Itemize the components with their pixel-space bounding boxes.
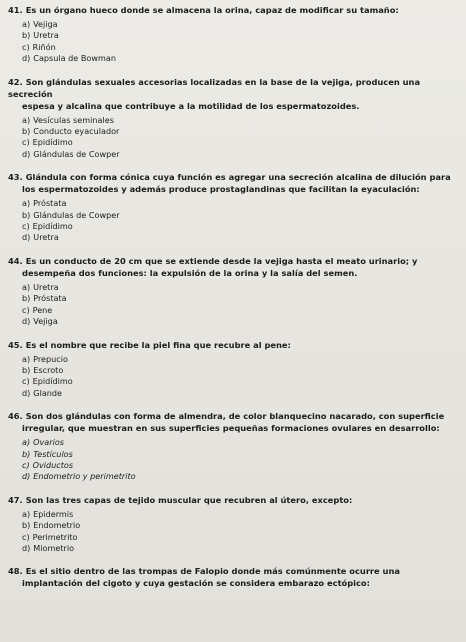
option-letter: b) xyxy=(22,448,31,459)
option-letter: a) xyxy=(22,114,31,125)
question-text xyxy=(8,76,460,112)
option-text: Escroto xyxy=(33,364,64,375)
option-text: Glándulas de Cowper xyxy=(33,209,120,220)
option-letter: d) xyxy=(22,148,31,159)
option-d[interactable] xyxy=(8,388,460,399)
question-number: 43. xyxy=(8,172,23,183)
option-text: Glándulas de Cowper xyxy=(33,148,120,159)
option-a[interactable] xyxy=(8,354,460,365)
option-letter: b) xyxy=(22,293,31,304)
option-text: Vejiga xyxy=(33,19,58,29)
option-d[interactable] xyxy=(8,316,460,327)
option-c[interactable] xyxy=(8,460,460,471)
question-line: Es el nombre que recibe la piel fina que recubre al pene: xyxy=(25,339,291,350)
option-text: Riñón xyxy=(32,41,56,52)
option-letter: a) xyxy=(22,353,31,364)
question-line: espesa y alcalina que contribuye a la motilidad de los espermatozoides. xyxy=(22,100,360,111)
question-text xyxy=(8,4,460,16)
option-text: Capsula de Bowman xyxy=(33,53,116,64)
option-text: Vesículas seminales xyxy=(33,114,114,125)
option-letter: a) xyxy=(22,281,31,292)
option-text: Próstata xyxy=(33,293,67,304)
option-letter: b) xyxy=(22,520,31,531)
question-number: 42. xyxy=(8,76,23,87)
question-text xyxy=(8,410,460,434)
option-a[interactable] xyxy=(8,198,460,209)
option-b[interactable] xyxy=(8,126,460,137)
option-b[interactable] xyxy=(8,210,460,221)
option-text: Prepucio xyxy=(33,353,68,364)
option-text: Testículos xyxy=(33,448,73,459)
option-a[interactable] xyxy=(8,19,460,30)
question-number: 44. xyxy=(8,255,23,266)
option-b[interactable] xyxy=(8,30,460,41)
question-line: irregular, que muestran en sus superficies pequeñas formaciones ovulares en desarrollo: xyxy=(22,423,440,434)
option-text: Pene xyxy=(32,304,53,315)
option-b[interactable] xyxy=(8,449,460,460)
option-letter: c) xyxy=(22,41,30,52)
option-letter: b) xyxy=(22,126,31,137)
question-number: 47. xyxy=(8,494,23,505)
question-41 xyxy=(8,4,460,65)
question-line: implantación del cigoto y cuya gestación se considera embarazo ectópico: xyxy=(22,578,370,589)
option-text: Glande xyxy=(33,387,63,398)
option-text: Endometrio y perimetrito xyxy=(33,471,136,482)
option-d[interactable] xyxy=(8,149,460,160)
question-text xyxy=(8,171,460,195)
option-c[interactable] xyxy=(8,305,460,316)
option-letter: c) xyxy=(22,459,30,470)
question-line: Es un conducto de 20 cm que se extiende desde la vejiga hasta el meato urinario; y xyxy=(25,255,418,266)
option-letter: b) xyxy=(22,364,31,375)
option-c[interactable] xyxy=(8,532,460,543)
option-text: Epidídimo xyxy=(32,137,73,148)
option-text: Epidídimo xyxy=(32,376,73,387)
option-text: Epidermis xyxy=(33,508,74,519)
question-number: 45. xyxy=(8,339,23,350)
option-d[interactable] xyxy=(8,471,460,482)
question-line: desempeña dos funciones: la expulsión de la orina y la salía del semen. xyxy=(22,267,358,278)
question-46 xyxy=(8,410,460,483)
question-line: Glándula con forma cónica cuya función es agregar una secreción alcalina de dilución para xyxy=(25,172,451,183)
option-b[interactable] xyxy=(8,365,460,376)
question-43 xyxy=(8,171,460,244)
option-letter: a) xyxy=(22,437,31,448)
option-text: Endometrio xyxy=(33,520,81,531)
option-a[interactable] xyxy=(8,437,460,448)
option-letter: a) xyxy=(22,19,31,29)
question-text xyxy=(8,565,460,589)
option-letter: d) xyxy=(22,387,31,398)
question-line: Es el sitio dentro de las trompas de Falopio donde más comúnmente ocurre una xyxy=(25,566,400,577)
option-text: Conducto eyaculador xyxy=(33,126,120,137)
option-d[interactable] xyxy=(8,232,460,243)
question-line: Son glándulas sexuales accesorias localizadas en la base de la vejiga, producen una secreción xyxy=(8,76,421,99)
option-a[interactable] xyxy=(8,282,460,293)
option-letter: b) xyxy=(22,30,31,41)
question-line: los espermatozoides y además produce prostaglandinas que facilitan la eyaculación: xyxy=(22,184,420,195)
option-a[interactable] xyxy=(8,509,460,520)
option-letter: c) xyxy=(22,376,30,387)
option-letter: b) xyxy=(22,209,31,220)
option-letter: c) xyxy=(22,137,30,148)
option-text: Próstata xyxy=(33,198,67,209)
option-text: Uretra xyxy=(33,281,59,292)
option-text: Miometrio xyxy=(33,542,75,553)
question-number: 41. xyxy=(8,5,23,15)
option-letter: a) xyxy=(22,508,31,519)
question-44 xyxy=(8,255,460,328)
option-letter: d) xyxy=(22,232,31,243)
option-text: Oviductos xyxy=(32,459,74,470)
option-text: Epidídimo xyxy=(32,221,73,232)
question-line: Es un órgano hueco donde se almacena la orina, capaz de modificar su tamaño: xyxy=(25,5,399,15)
question-text xyxy=(8,339,460,351)
question-text xyxy=(8,494,460,506)
question-number: 46. xyxy=(8,411,23,422)
question-48 xyxy=(8,565,460,589)
option-letter: d) xyxy=(22,542,31,553)
option-d[interactable] xyxy=(8,543,460,554)
option-c[interactable] xyxy=(8,221,460,232)
option-d[interactable] xyxy=(8,53,460,64)
question-number: 48. xyxy=(8,566,23,577)
question-text xyxy=(8,255,460,279)
question-line: Son dos glándulas con forma de almendra, de color blanquecino nacarado, con superficie xyxy=(25,411,445,422)
option-a[interactable] xyxy=(8,115,460,126)
option-letter: d) xyxy=(22,53,31,64)
question-47 xyxy=(8,494,460,555)
question-45 xyxy=(8,339,460,400)
option-letter: d) xyxy=(22,471,31,482)
question-line: Son las tres capas de tejido muscular que recubren al útero, excepto: xyxy=(25,494,353,505)
option-text: Vejiga xyxy=(33,316,58,327)
option-text: Uretra xyxy=(33,232,59,243)
option-c[interactable] xyxy=(8,376,460,387)
option-letter: d) xyxy=(22,316,31,327)
option-c[interactable] xyxy=(8,137,460,148)
option-b[interactable] xyxy=(8,293,460,304)
option-text: Ovarios xyxy=(33,437,64,448)
option-c[interactable] xyxy=(8,42,460,53)
option-b[interactable] xyxy=(8,520,460,531)
question-42 xyxy=(8,76,460,161)
option-text: Uretra xyxy=(33,30,59,41)
option-letter: c) xyxy=(22,531,30,542)
option-letter: c) xyxy=(22,221,30,232)
option-letter: a) xyxy=(22,198,31,209)
option-letter: c) xyxy=(22,304,30,315)
option-text: Perimetrito xyxy=(32,531,78,542)
